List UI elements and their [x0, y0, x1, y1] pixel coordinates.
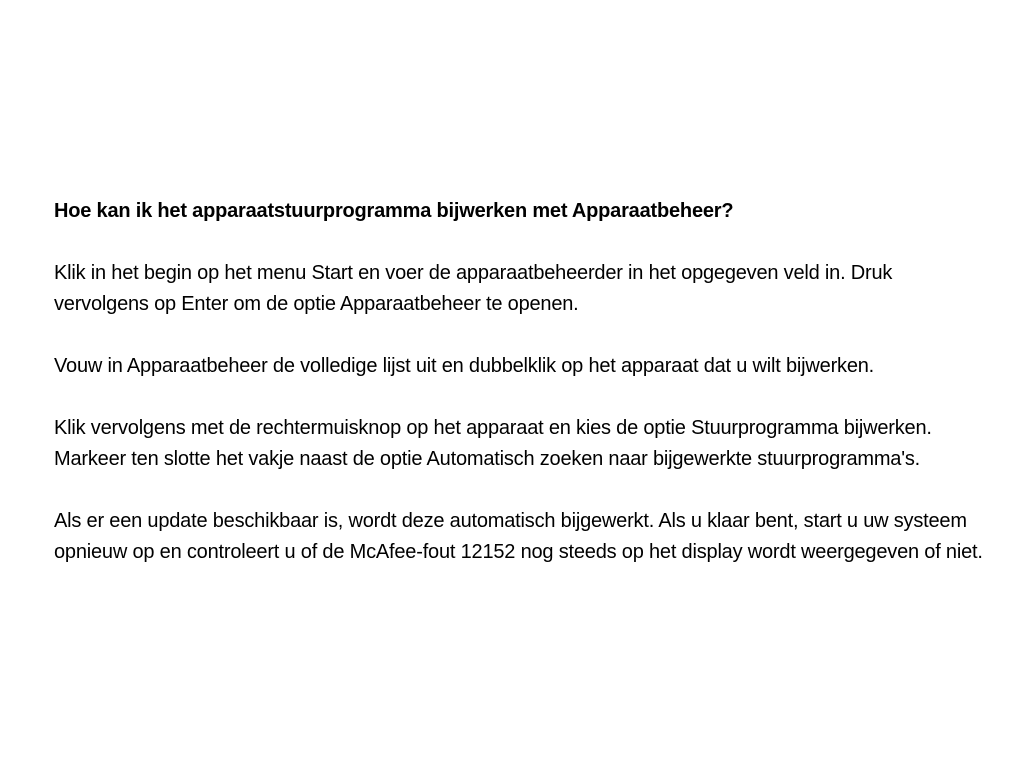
paragraph-update-driver: Klik vervolgens met de rechtermuisknop op het apparaat en kies de optie Stuurprogramma bijwerken. Markeer ten slotte het vakje naast de optie Automatisch zoeken naar bijgewerkte stuurprogramma's.: [54, 417, 932, 470]
spacer: [54, 382, 984, 413]
spacer: [54, 227, 984, 258]
slide-content: [54, 196, 984, 568]
spacer: [54, 475, 984, 506]
slide-heading: Hoe kan ik het apparaatstuurprogramma bijwerken met Apparaatbeheer?: [54, 200, 734, 222]
paragraph-restart: Als er een update beschikbaar is, wordt deze automatisch bijgewerkt. Als u klaar bent, start u uw systeem opnieuw op en controleert u of de McAfee-fout 12152 nog steeds op het display wordt weergegeven of niet.: [54, 510, 983, 563]
paragraph-expand-list: Vouw in Apparaatbeheer de volledige lijst uit en dubbelklik op het apparaat dat u wilt bijwerken.: [54, 355, 875, 377]
paragraph-start-menu: Klik in het begin op het menu Start en voer de apparaatbeheerder in het opgegeven veld in. Druk vervolgens op Enter om de optie Apparaatbeheer te openen.: [54, 262, 893, 315]
spacer: [54, 320, 984, 351]
